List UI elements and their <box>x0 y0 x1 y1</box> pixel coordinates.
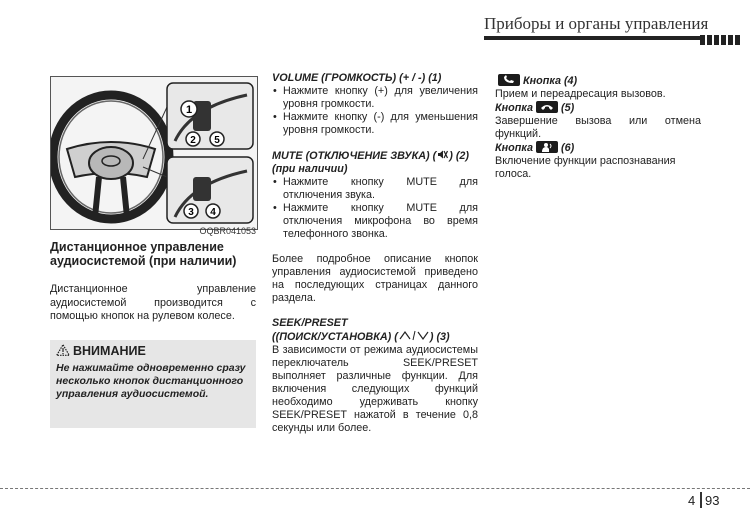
figure-caption: OQBR041053 <box>199 226 256 236</box>
section-title: Дистанционное управление аудиосистемой (при наличии) <box>50 240 237 268</box>
column-middle <box>272 72 478 435</box>
button5-heading: Кнопка (5) <box>495 102 575 114</box>
seek-heading-line1: SEEK/PRESET <box>272 317 348 329</box>
badge-3: 3 <box>188 207 194 218</box>
phone-call-icon <box>498 74 520 86</box>
warning-title: ВНИМАНИЕ <box>73 344 146 358</box>
page-header-title: Приборы и органы управления <box>484 14 709 33</box>
mute-heading: MUTE (ОТКЛЮЧЕНИЕ ЗВУКА) ( ) (2) (при наличии) <box>272 150 470 175</box>
mute-item: • Нажмите кнопку MUTE для отключения звука. <box>272 176 478 202</box>
header-decoration <box>700 32 750 42</box>
voice-recognition-icon <box>536 141 558 153</box>
seek-heading-line2: ((ПОИСК/УСТАНОВКА) ( ) (3) <box>272 331 450 343</box>
column-right <box>495 74 701 181</box>
page-number-separator <box>700 492 702 508</box>
button6-heading: Кнопка (6) <box>495 142 575 154</box>
warning-body: Не нажимайте одновременно сразу несколько кнопок дистанционного управления аудиосистемой. <box>56 362 246 400</box>
section-body: Дистанционное управление аудиосистемой производится с помощью кнопок на рулевом колесе. <box>50 283 256 322</box>
steering-wheel-illustration <box>51 77 257 229</box>
button4-text: Прием и переадресация вызовов. <box>495 88 666 100</box>
phone-end-icon <box>536 101 558 113</box>
mute-speaker-icon <box>437 149 448 160</box>
volume-heading: VOLUME (ГРОМКОСТЬ) (+ / -) (1) <box>272 72 442 84</box>
warning-triangle-icon <box>56 344 70 356</box>
badge-2: 2 <box>190 135 196 146</box>
button5-text: Завершение вызова или отмена функций. <box>495 115 701 140</box>
seek-up-down-icon <box>398 330 430 341</box>
warning-header <box>56 344 146 358</box>
volume-item: • Нажмите кнопку (-) для уменьшения уровня громкости. <box>272 111 478 137</box>
header-rule <box>484 36 700 40</box>
mute-item: • Нажмите кнопку MUTE для отключения микрофона во время телефонного звонка. <box>272 202 478 241</box>
seek-body: В зависимости от режима аудиосистемы переключатель SEEK/PRESET выполняет различные функции. Для включения следующих функций необходимо удерживать кнопку SEEK/PRESET нажатой в течение 0,8 секунды или более. <box>272 344 478 434</box>
badge-5: 5 <box>214 135 220 146</box>
footer-divider <box>0 488 750 489</box>
chapter-number: 4 <box>688 493 696 508</box>
badge-4: 4 <box>210 207 216 218</box>
page-number: 93 <box>705 493 720 508</box>
more-info-paragraph: Более подробное описание кнопок управления аудиосистемой приведено на последующих страницах данного раздела. <box>272 253 478 304</box>
button4-heading: Кнопка (4) <box>495 74 701 88</box>
button6-text: Включение функции распознавания голоса. <box>495 155 676 180</box>
volume-item: • Нажмите кнопку (+) для увеличения уровня громкости. <box>272 85 478 111</box>
steering-wheel-figure <box>50 76 258 230</box>
badge-1: 1 <box>185 104 193 116</box>
